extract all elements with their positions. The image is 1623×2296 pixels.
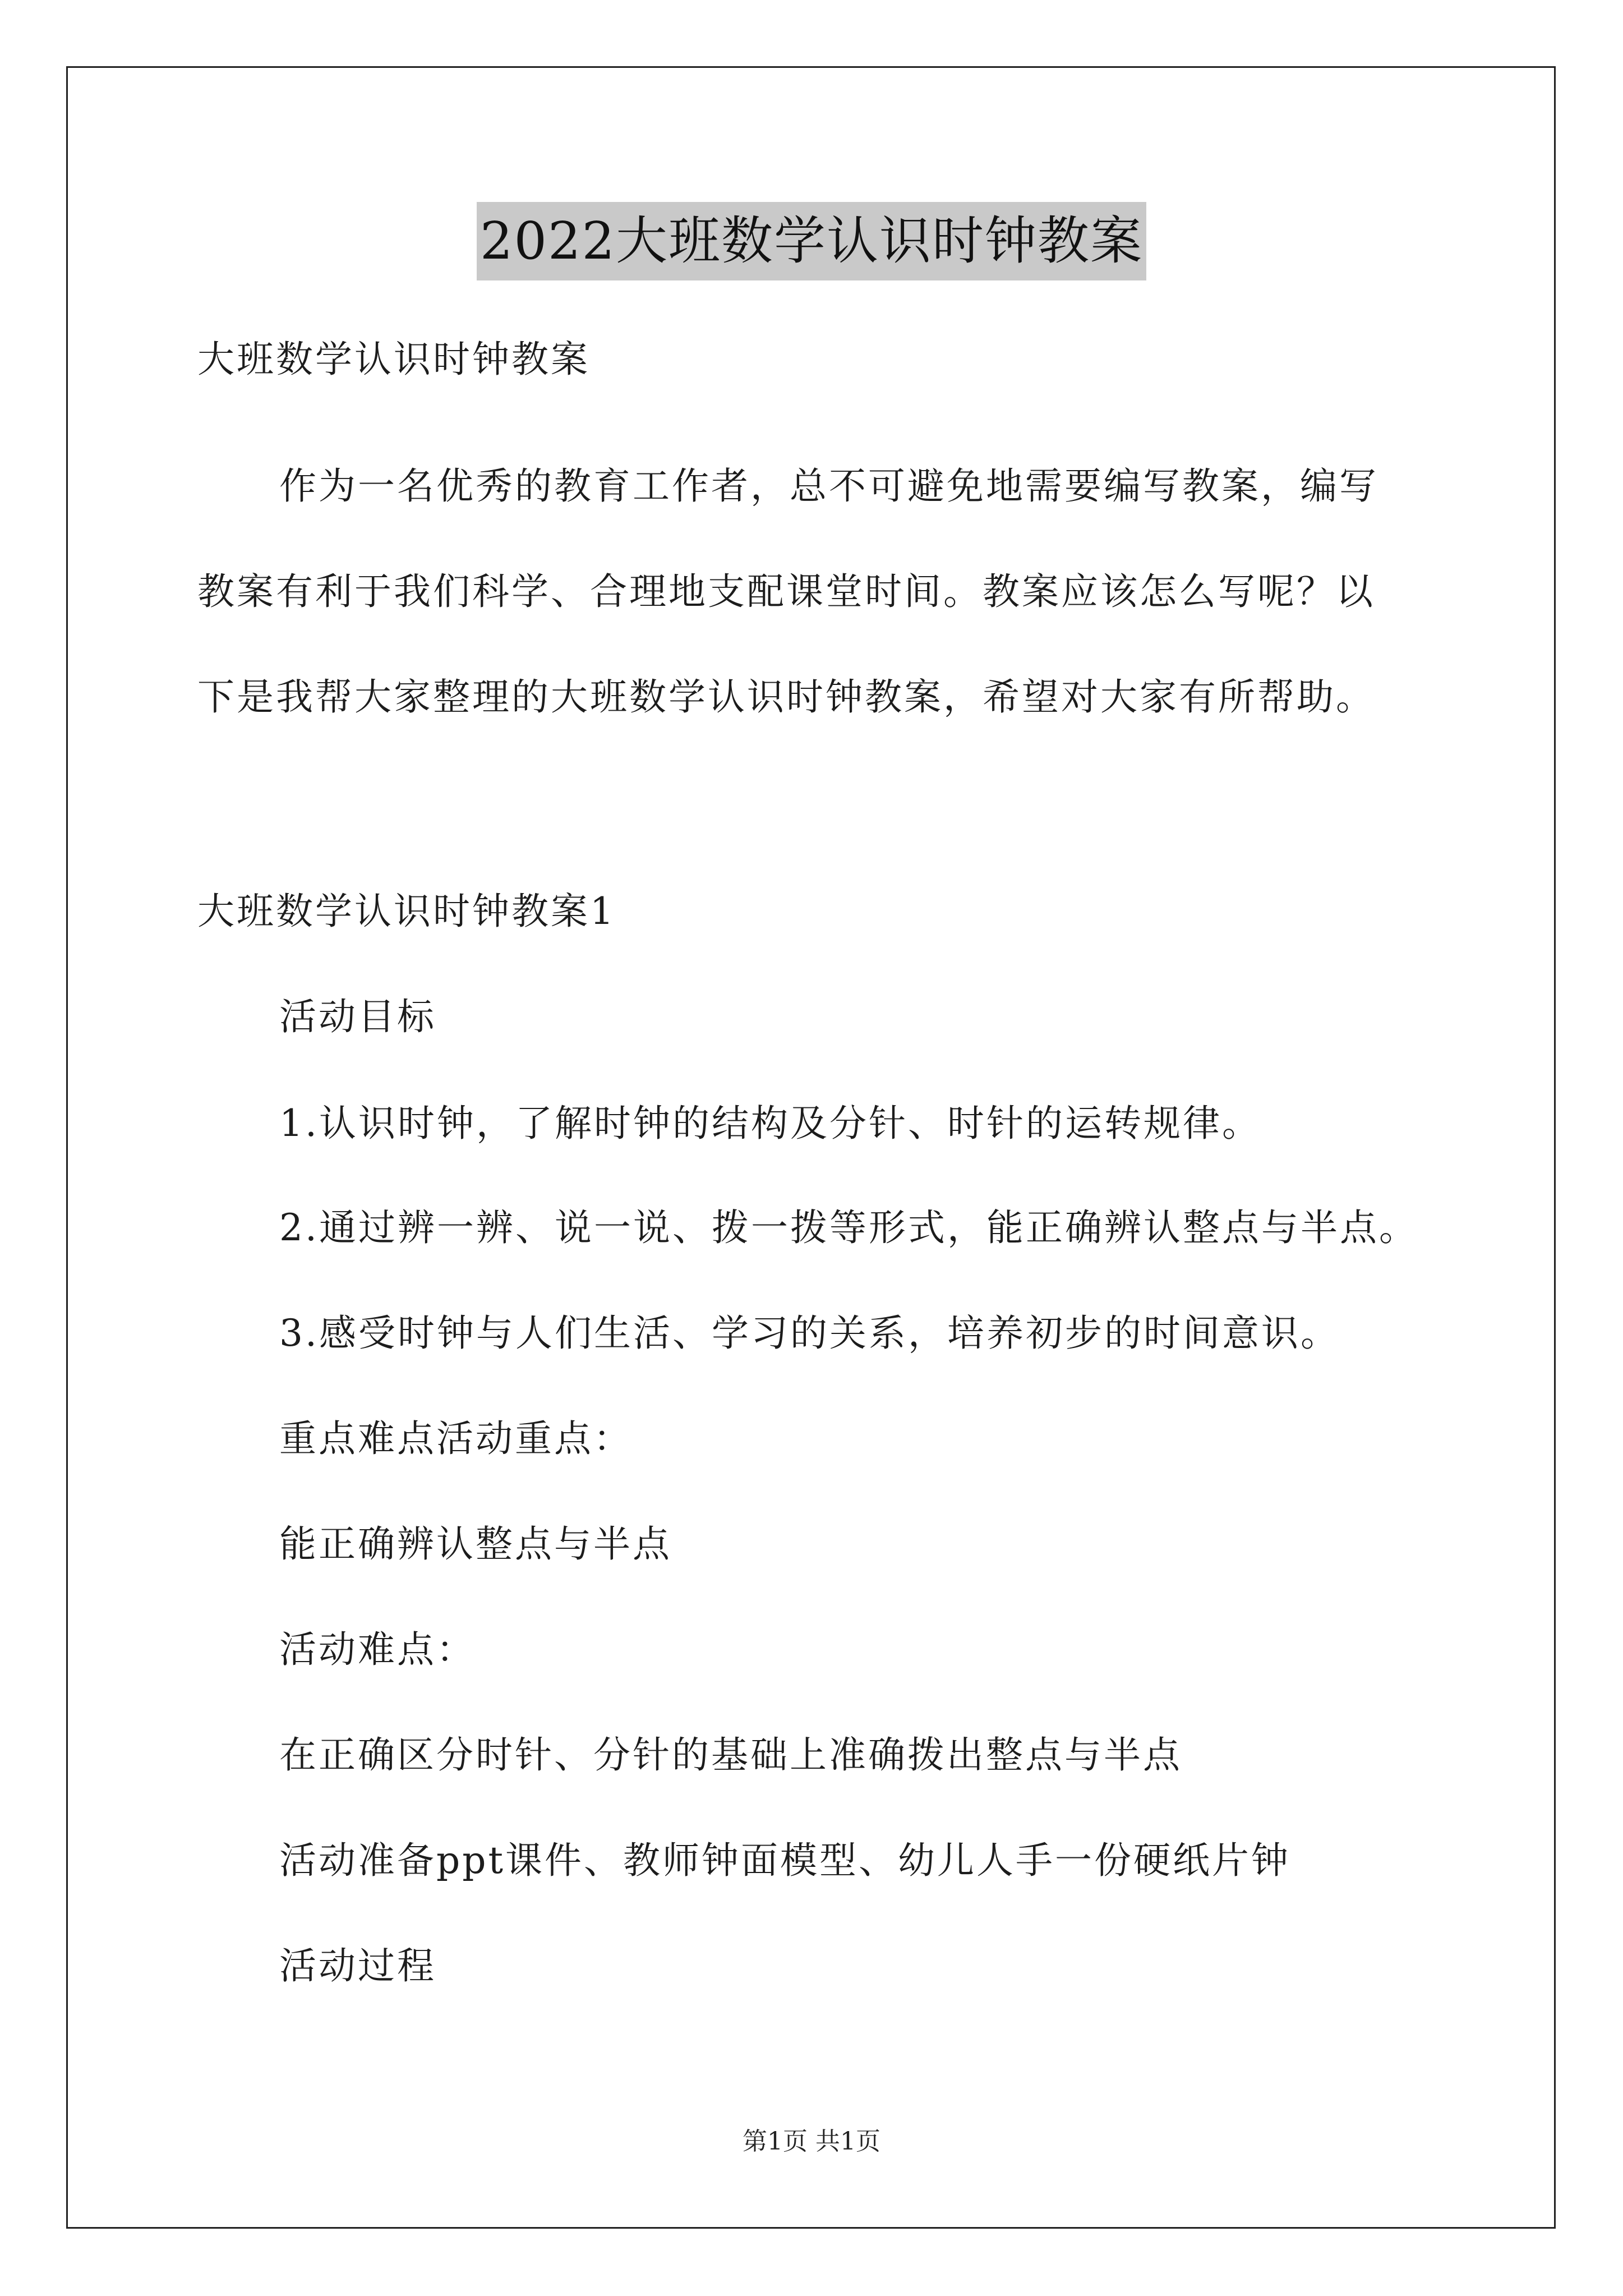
paragraph-line: 下是我帮大家整理的大班数学认识时钟教案，希望对大家有所帮助。	[197, 675, 1375, 719]
paragraph-line: 活动目标	[279, 995, 436, 1038]
paragraph-line: 在正确区分时针、分针的基础上准确拨出整点与半点	[279, 1733, 1182, 1777]
subtitle-line: 大班数学认识时钟教案	[197, 338, 590, 381]
paragraph-line: 活动难点：	[279, 1628, 476, 1671]
paragraph-line: 能正确辨认整点与半点	[279, 1522, 672, 1566]
paragraph-line: 教案有利于我们科学、合理地支配课堂时间。教案应该怎么写呢？以	[197, 570, 1375, 613]
paragraph-line: 重点难点活动重点：	[279, 1417, 633, 1460]
paragraph-line: 作为一名优秀的教育工作者，总不可避免地需要编写教案，编写	[279, 464, 1378, 508]
paragraph-line: 3.感受时钟与人们生活、学习的关系，培养初步的时间意识。	[279, 1312, 1340, 1355]
section-heading: 大班数学认识时钟教案1	[197, 890, 616, 933]
paragraph-line: 1.认识时钟，了解时钟的结构及分针、时针的运转规律。	[279, 1102, 1261, 1145]
paragraph-line: 活动准备ppt课件、教师钟面模型、幼儿人手一份硬纸片钟	[279, 1839, 1291, 1882]
paragraph-line: 活动过程	[279, 1944, 436, 1987]
title-container	[0, 202, 1623, 280]
paragraph-line: 2.通过辨一辨、说一说、拨一拨等形式，能正确辨认整点与半点。	[279, 1206, 1418, 1249]
document-title: 2022大班数学认识时钟教案	[477, 202, 1146, 280]
page-footer: 第1页 共1页	[743, 2127, 880, 2156]
